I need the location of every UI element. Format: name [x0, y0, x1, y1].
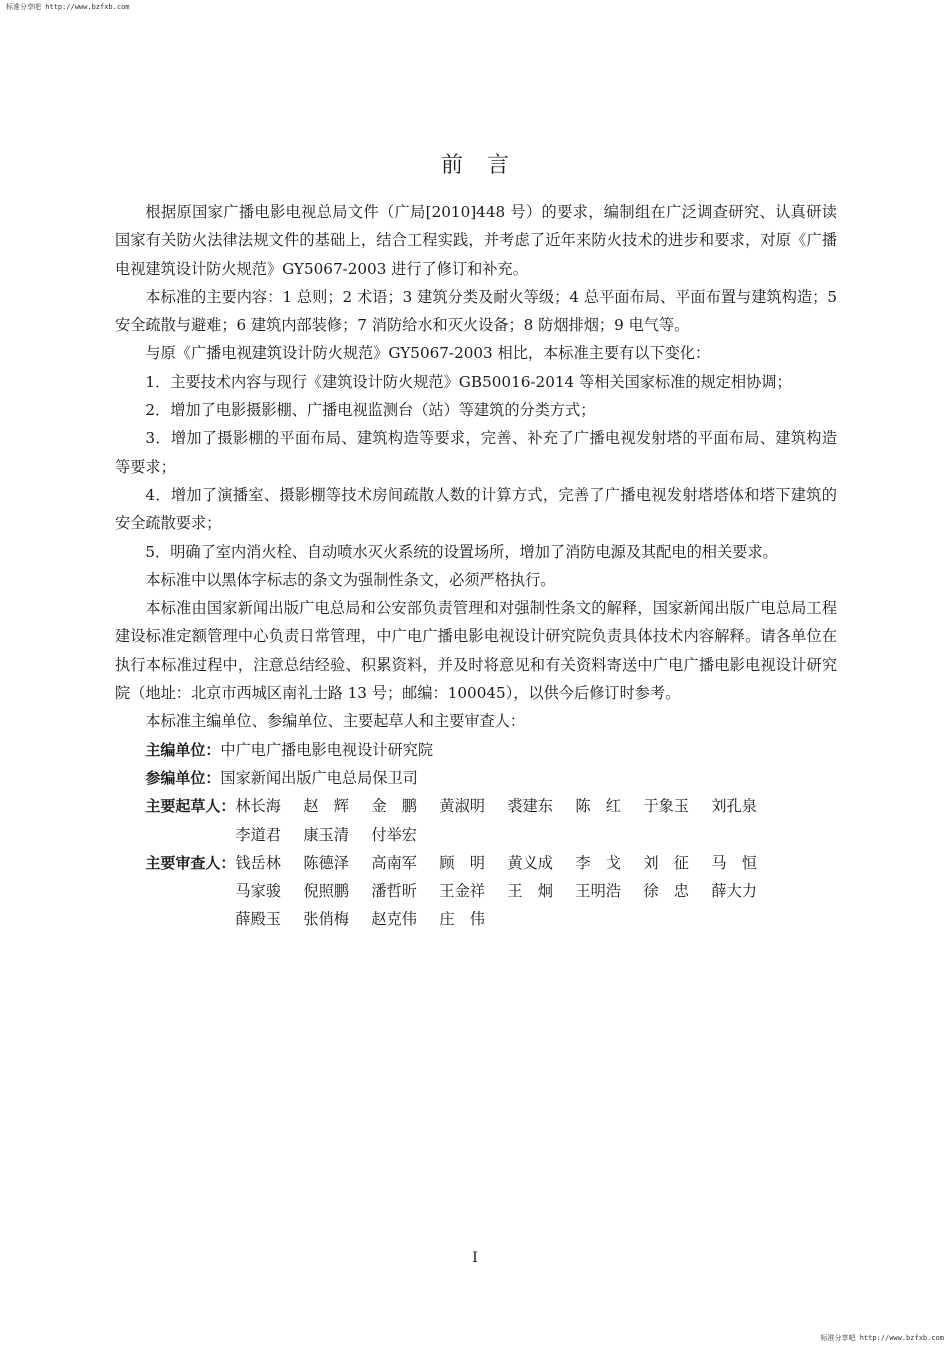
drafter-name: 李道君 [235, 825, 281, 844]
reviewer-name: 马 恒 [711, 853, 757, 872]
paragraph-management: 本标准由国家新闻出版广电总局和公安部负责管理和对强制性条文的解释，国家新闻出版广电总局工程建设标准定额管理中心负责日常管理，中广电广播电影电视设计研究院负责具体技术内容解释。请各单位在执行本标准过程中，注意总结经验、积累资料，并及时将意见和有关资料寄送中广电广播电影电视设计研究院（地址：北京市西城区南礼士路 13 号；邮编：100045），以供今后修订时参考。 [115, 599, 837, 703]
reviewer-name: 倪照鹏 [303, 882, 349, 901]
site-footer-link: 标准分享吧 http://www.bzfxb.com [820, 1334, 944, 1342]
drafter-name: 林长海 [235, 797, 281, 816]
reviewer-name: 顾 明 [439, 853, 485, 872]
reviewers-label: 主要审查人： [145, 853, 236, 872]
drafter-name: 黄淑明 [439, 797, 485, 816]
change-item-3: 3．增加了摄影棚的平面布局、建筑构造等要求，完善、补充了广播电视发射塔的平面布局、建筑构造等要求； [115, 429, 837, 476]
drafter-name: 康玉清 [303, 825, 349, 844]
drafter-name: 刘孔泉 [711, 797, 757, 816]
reviewer-name: 黄义成 [507, 853, 553, 872]
change-item-1: 1．主要技术内容与现行《建筑设计防火规范》GB50016-2014 等相关国家标准的规定相协调； [145, 372, 792, 391]
drafter-name: 金 鹏 [371, 797, 417, 816]
foreword-body [115, 198, 837, 934]
reviewer-name: 高南军 [371, 853, 417, 872]
chief-unit-label: 主编单位： [145, 740, 221, 759]
page-title: 前言 [440, 153, 533, 178]
reviewer-name: 马家骏 [235, 882, 281, 901]
drafter-name: 于象玉 [643, 797, 689, 816]
drafter-name: 裘建东 [507, 797, 553, 816]
paragraph-mandatory: 本标准中以黑体字标志的条文为强制性条文，必须严格执行。 [145, 570, 556, 589]
participating-unit-label: 参编单位： [145, 768, 221, 787]
reviewer-name: 王明浩 [575, 882, 621, 901]
drafters-row [115, 792, 837, 849]
paragraph-units-intro: 本标准主编单位、参编单位、主要起草人和主要审查人： [145, 712, 526, 731]
reviewer-name: 薛大力 [711, 882, 757, 901]
reviewer-name: 王金祥 [439, 882, 485, 901]
participating-unit-row [115, 764, 837, 792]
drafter-name: 付举宏 [371, 825, 417, 844]
drafters-names [235, 792, 837, 849]
paragraph-contents: 本标准的主要内容：1 总则；2 术语；3 建筑分类及耐火等级；4 总平面布局、平面布置与建筑构造；5 安全疏散与避难；6 建筑内部装修；7 消防给水和灭火设备；8 防烟排烟；9 电气等。 [115, 287, 837, 335]
drafter-name: 陈 红 [575, 797, 621, 816]
change-item-2: 2．增加了电影摄影棚、广播电视监测台（站）等建筑的分类方式； [145, 401, 596, 420]
reviewer-name: 潘哲昕 [371, 882, 417, 901]
chief-unit-value: 中广电广播电影电视设计研究院 [220, 740, 434, 759]
paragraph-background: 根据原国家广播电影电视总局文件（广局[2010]448 号）的要求，编制组在广泛调查研究、认真研读国家有关防火法律法规文件的基础上，结合工程实践，并考虑了近年来防火技术的进步和要求，对原《广播电视建筑设计防火规范》GY5067-2003 进行了修订和补充。 [115, 203, 837, 278]
reviewer-name: 徐 忠 [643, 882, 689, 901]
reviewer-name: 张俏梅 [303, 910, 349, 929]
reviewer-name: 刘 征 [643, 853, 689, 872]
reviewer-name: 庄 伟 [439, 910, 485, 929]
reviewers-names [235, 849, 837, 934]
change-item-4: 4．增加了演播室、摄影棚等技术房间疏散人数的计算方式，完善了广播电视发射塔塔体和塔下建筑的安全疏散要求； [115, 485, 837, 533]
reviewer-name: 薛殿玉 [235, 910, 281, 929]
participating-unit-value: 国家新闻出版广电总局保卫司 [220, 768, 418, 787]
chief-unit-row [115, 736, 837, 764]
reviewer-name: 李 戈 [575, 853, 621, 872]
reviewer-name: 陈德泽 [303, 853, 349, 872]
roles-list [115, 736, 837, 934]
drafters-label: 主要起草人： [145, 797, 236, 816]
paragraph-changes-intro: 与原《广播电视建筑设计防火规范》GY5067-2003 相比，本标准主要有以下变化： [145, 344, 711, 363]
reviewer-name: 赵克伟 [371, 910, 417, 929]
site-header-link: 标准分享吧 http://www.bzfxb.com [6, 3, 130, 11]
reviewers-row [115, 849, 837, 934]
reviewer-name: 钱岳林 [235, 853, 281, 872]
page-number: I [472, 1250, 478, 1266]
drafter-name: 赵 辉 [303, 797, 349, 816]
change-item-5: 5．明确了室内消火栓、自动喷水灭火系统的设置场所，增加了消防电源及其配电的相关要求。 [145, 542, 778, 561]
reviewer-name: 王 炯 [507, 882, 553, 901]
